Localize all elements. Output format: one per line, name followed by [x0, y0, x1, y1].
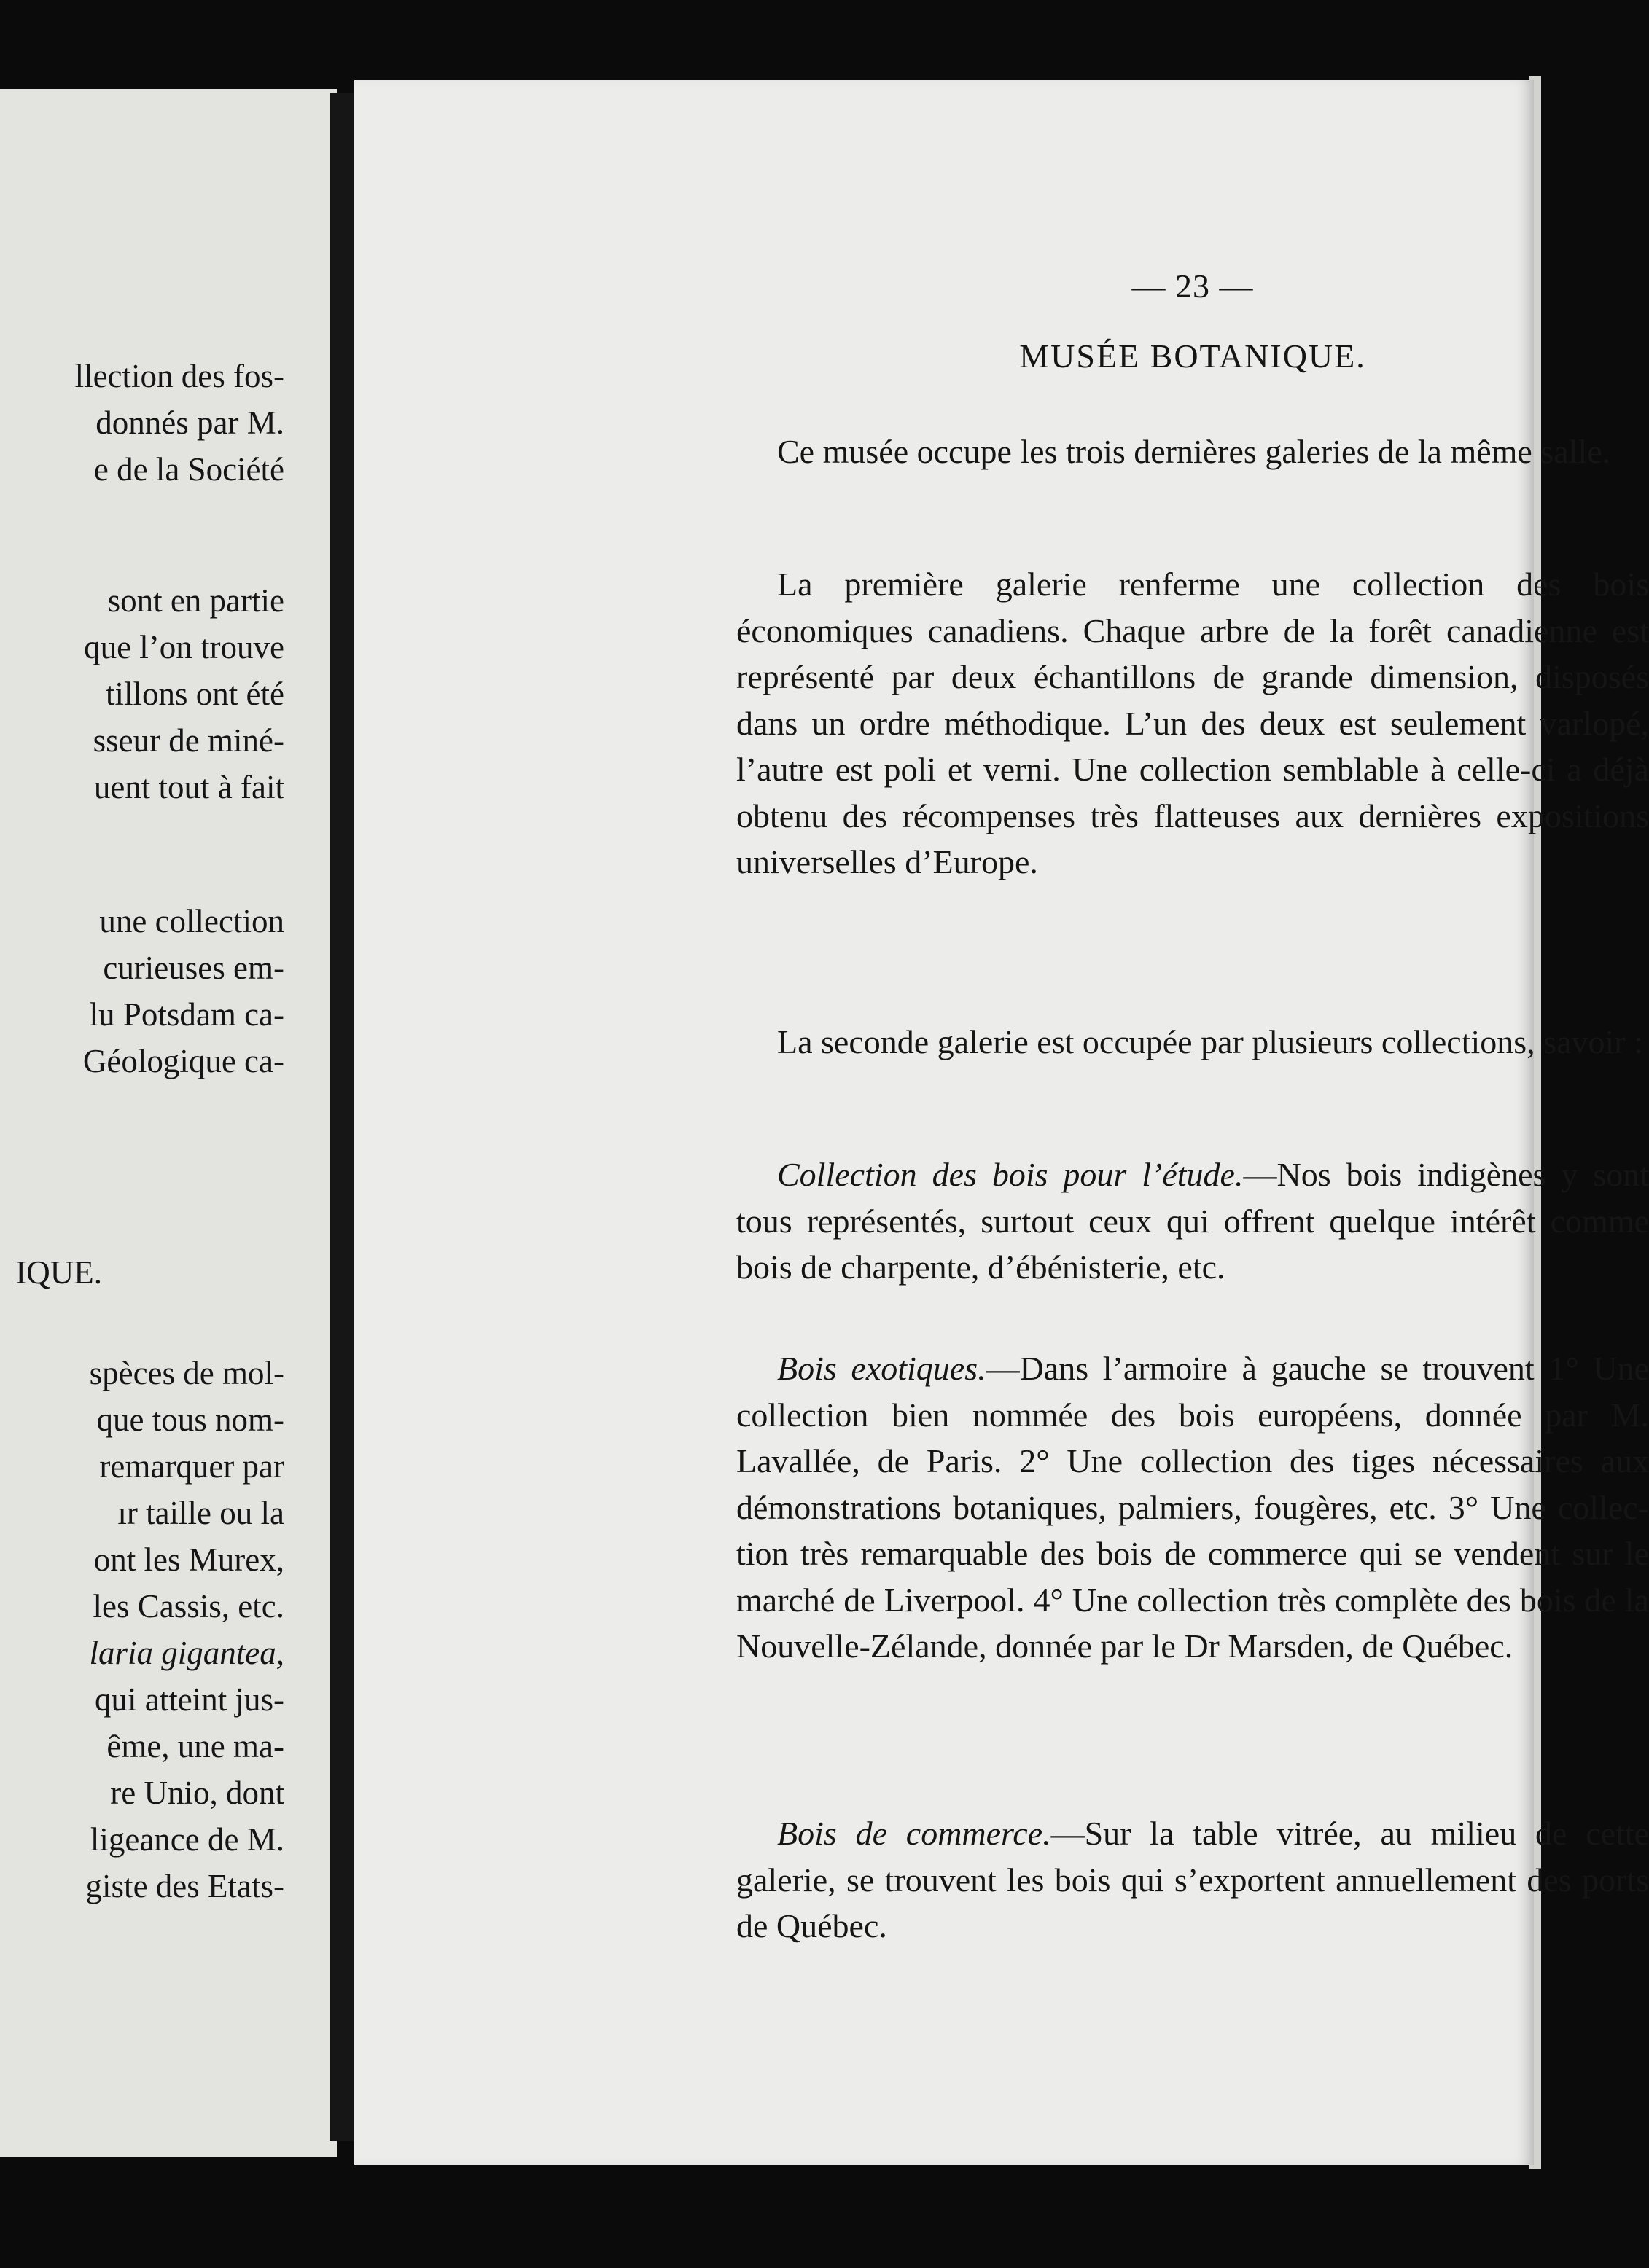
paragraph-lead: Bois de commerce.	[777, 1815, 1051, 1852]
left-line: que l’on trouve	[84, 629, 284, 665]
left-line: lu Potsdam ca-	[89, 996, 284, 1033]
left-line: ême, une ma-	[106, 1728, 284, 1764]
left-line: uent tout à fait	[93, 769, 284, 805]
left-line: ont les Murex,	[93, 1541, 284, 1578]
section-heading: MUSÉE BOTANIQUE.	[1019, 337, 1366, 375]
paragraph-text: —Sur la table vitrée, au milieu de cette galerie, se trouvent les bois qui s’exportent annuellement des ports de Québec.	[736, 1815, 1649, 1944]
left-line: donnés par M.	[95, 404, 284, 441]
left-line: qui atteint jus-	[95, 1681, 284, 1718]
left-line: curieuses em-	[103, 950, 284, 986]
left-line: ligeance de M.	[90, 1821, 284, 1858]
left-line: giste des Etats-	[85, 1868, 284, 1904]
paragraph-text: La seconde galerie est occupée par plusieurs collections, savoir :	[777, 1023, 1643, 1060]
left-line: spèces de mol-	[89, 1355, 284, 1391]
left-line: une collection	[99, 903, 284, 939]
left-line: remarquer par	[99, 1448, 284, 1485]
paragraph-text: Ce musée occupe les trois dernières galeries de la même salle.	[777, 433, 1611, 470]
previous-page-fragment	[0, 89, 337, 2157]
paragraph-text: La première galerie renferme une collection des bois économiques canadiens. Chaque arbre de la forêt canadienne est représenté par deux échantillons de grande dimension, disposés dans un ordre méthodique. L’un des deux est seulement varlopé, l’autre est poli et verni. Une collection semblable à celle-ci a déjà obtenu des récompenses très flatteuses aux dernières expositions universelles d’Europe.	[736, 566, 1649, 880]
left-line: tillons ont été	[106, 676, 284, 712]
paragraph	[736, 429, 1649, 475]
paragraph	[736, 1151, 1649, 1291]
left-line: sont en partie	[107, 582, 284, 619]
book-gutter	[330, 93, 354, 2141]
left-line: que tous nom-	[96, 1401, 284, 1438]
left-line: sseur de miné-	[93, 722, 284, 759]
paragraph-text: —Dans l’armoire à gauche se trouvent 1° Une collection bien nommée des bois européens, donnée par M. Lavallée, de Paris. 2° Une collection des tiges nécessaires aux démonstrations botaniques, palmiers, fougères, etc. 3° Une collection très remarquable des bois de commerce qui se vendent sur le marché de Liverpool. 4° Une collection très complète des bois de la Nouvelle-Zélande, donnée par le Dr Marsden, de Québec.	[736, 1350, 1649, 1665]
paragraph	[736, 1019, 1649, 1065]
paragraph-lead: Collection des bois pour l’étude.	[777, 1156, 1244, 1193]
page-number: — 23 —	[1131, 267, 1254, 305]
left-line: ır taille ou la	[117, 1495, 284, 1531]
paragraph-lead: Bois exotiques.	[777, 1350, 986, 1387]
page-23	[354, 80, 1649, 2165]
left-line: les Cassis, etc.	[93, 1588, 284, 1624]
left-line: laria gigantea,	[89, 1635, 284, 1671]
left-line: Géologique ca-	[82, 1043, 284, 1079]
left-section-heading-fragment: IQUE.	[15, 1254, 102, 1291]
left-line: re Unio, dont	[110, 1775, 284, 1811]
paragraph-text: —Nos bois indigènes y sont tous représentés, surtout ceux qui offrent quelque intérêt comme bois de charpente, d’ébénisterie, etc.	[736, 1156, 1649, 1286]
left-line: e de la Société	[93, 451, 284, 488]
left-line: llection des fos-	[74, 358, 284, 394]
paragraph	[736, 561, 1649, 885]
paragraph	[736, 1810, 1649, 1950]
paragraph	[736, 1345, 1649, 1670]
